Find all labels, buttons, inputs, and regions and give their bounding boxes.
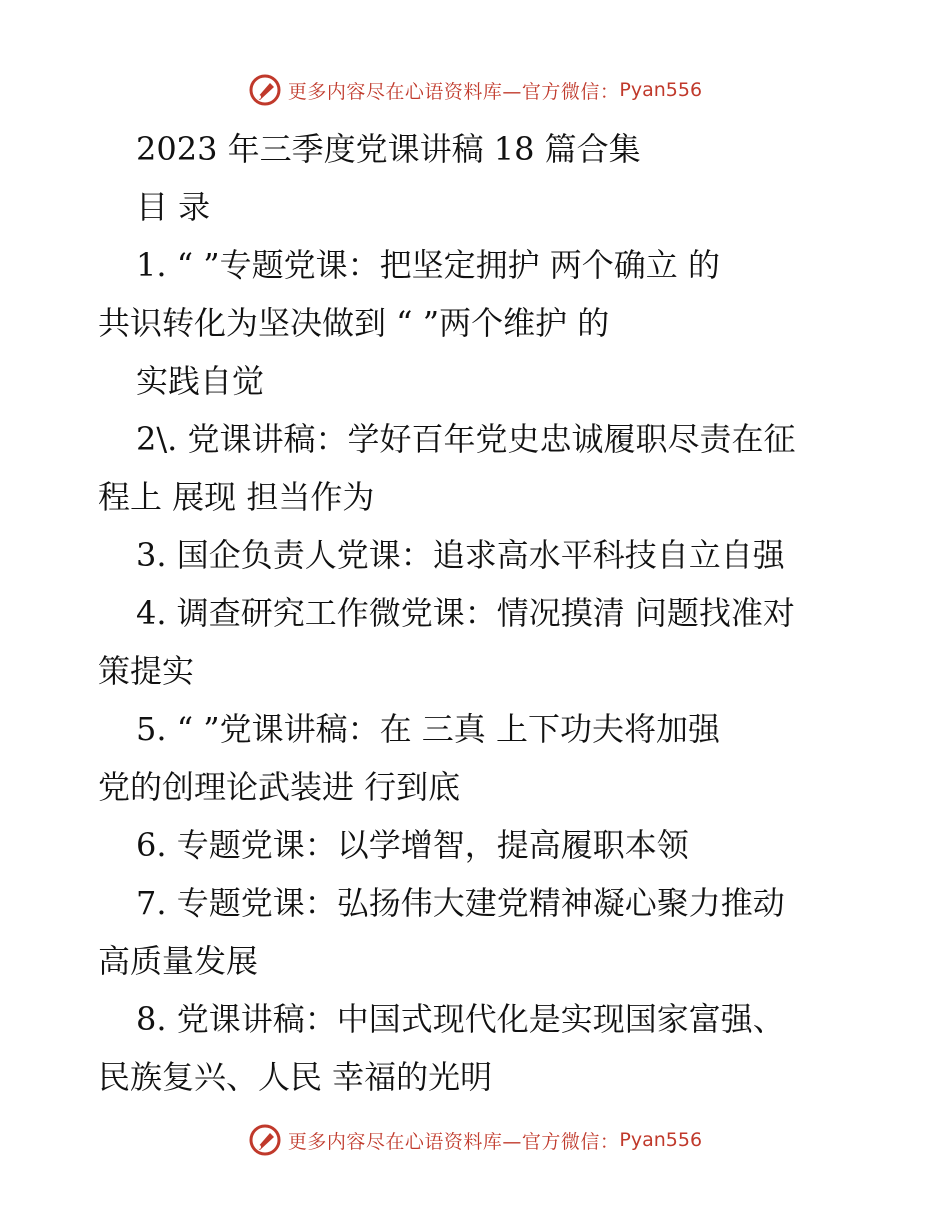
- pen-nib-logo-icon: [248, 1123, 282, 1157]
- pen-nib-logo-icon: [248, 73, 282, 107]
- toc-line: 7. 专题党课：弘扬伟大建党精神凝心聚力推动: [136, 884, 785, 922]
- toc-line: 6. 专题党课：以学增智，提高履职本领: [136, 826, 689, 864]
- toc-line: 高质量发展: [98, 942, 259, 980]
- watermark-text: 更多内容尽在心语资料库—官方微信：: [287, 1130, 620, 1153]
- toc-line: 策提实: [98, 652, 195, 690]
- watermark-text: 更多内容尽在心语资料库—官方微信：: [287, 80, 620, 103]
- toc-line: 2\. 党课讲稿：学好百年党史忠诚履职尽责在征: [136, 420, 796, 458]
- toc-line: 5. “ ”党课讲稿：在 三真 上下功夫将加强: [136, 710, 720, 748]
- watermark-banner-top: [0, 70, 950, 110]
- toc-line: 1. “ ”专题党课：把坚定拥护 两个确立 的: [136, 246, 720, 284]
- toc-line: 实践自觉: [136, 362, 265, 400]
- toc-line: 共识转化为坚决做到 “ ”两个维护 的: [98, 304, 610, 342]
- toc-line: 8. 党课讲稿：中国式现代化是实现国家富强、: [136, 1000, 785, 1038]
- watermark-wechat-id: Pyan556: [619, 79, 703, 101]
- watermark-banner-bottom: [0, 1120, 950, 1160]
- toc-line: 民族复兴、人民 幸福的光明: [98, 1058, 493, 1096]
- toc-line: 3. 国企负责人党课：追求高水平科技自立自强: [136, 536, 785, 574]
- toc-line: 党的创理论武装进 行到底: [98, 768, 461, 806]
- document-title: 2023 年三季度党课讲稿 18 篇合集: [136, 130, 641, 168]
- toc-heading: 目 录: [136, 188, 211, 226]
- toc-line: 4. 调查研究工作微党课：情况摸清 问题找准对: [136, 594, 795, 632]
- watermark-wechat-id: Pyan556: [619, 1129, 703, 1151]
- toc-line: 程上 展现 担当作为: [98, 478, 375, 516]
- document-body: [98, 120, 858, 1106]
